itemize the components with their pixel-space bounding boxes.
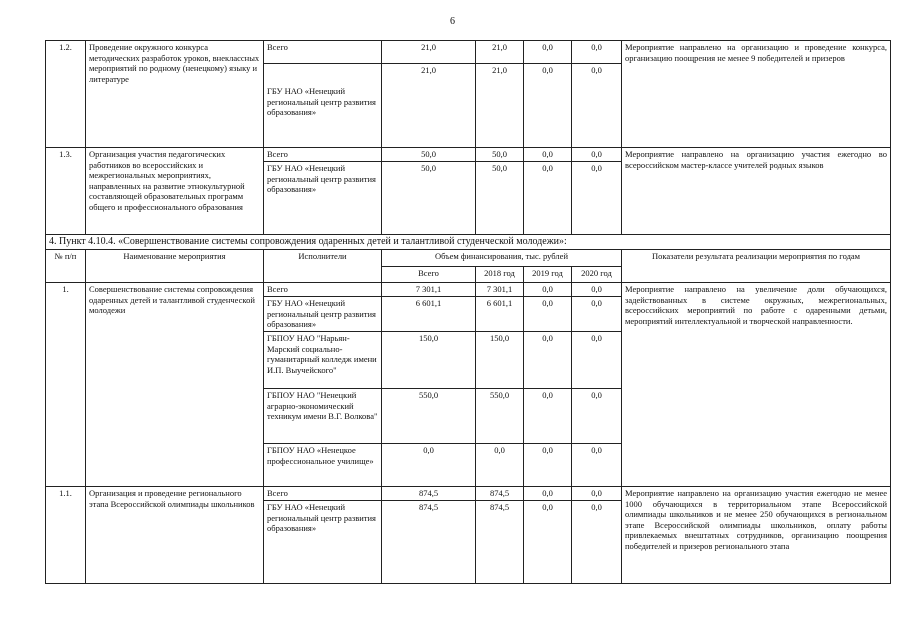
y2020-cell: 0,0: [572, 148, 622, 162]
y2020-cell: 0,0: [572, 41, 622, 64]
executor-cell: Всего: [264, 148, 382, 162]
y2019-cell: 0,0: [524, 501, 572, 584]
table-row: [46, 283, 891, 297]
y2020-cell: 0,0: [572, 389, 622, 444]
y2018-cell: 150,0: [476, 332, 524, 389]
row-number: 1.: [46, 283, 86, 487]
total-cell: 6 601,1: [382, 297, 476, 332]
executor-cell: ГБУ НАО «Ненецкий региональный центр развития образования»: [264, 162, 382, 235]
activity-name: Проведение окружного конкурса методических разработок уроков, внеклассных мероприятий по родному (ненецкому) языку и литературе: [86, 41, 264, 148]
y2020-cell: 0,0: [572, 297, 622, 332]
header-num: № п/п: [46, 250, 86, 283]
y2019-cell: 0,0: [524, 283, 572, 297]
y2018-cell: 21,0: [476, 41, 524, 64]
row-number: 1.2.: [46, 41, 86, 148]
header-name: Наименование мероприятия: [86, 250, 264, 283]
y2018-cell: 6 601,1: [476, 297, 524, 332]
y2019-cell: 0,0: [524, 444, 572, 487]
y2020-cell: 0,0: [572, 501, 622, 584]
y2019-cell: 0,0: [524, 41, 572, 64]
header-y2019: 2019 год: [524, 266, 572, 283]
executor-cell: ГБПОУ НАО "Ненецкий аграрно-экономический техникум имени В.Г. Волкова": [264, 389, 382, 444]
y2018-cell: 0,0: [476, 444, 524, 487]
header-total: Всего: [382, 266, 476, 283]
header-result: Показатели результата реализации мероприятия по годам: [622, 250, 891, 283]
y2019-cell: 0,0: [524, 297, 572, 332]
y2019-cell: 0,0: [524, 389, 572, 444]
total-cell: 50,0: [382, 162, 476, 235]
table-row: [46, 487, 891, 501]
result-cell: Мероприятие направлено на организацию участия ежегодно не менее 1000 обучающихся в территориальном этапе Всероссийской олимпиады школьников и не менее 250 обучающихся в региональном этапе Всероссийской олимпиады школьников, оплату работы привлекаемых внештатных сотрудников, организацию поощрения победителей и призеров регионального этапа: [622, 487, 891, 584]
y2018-cell: 874,5: [476, 487, 524, 501]
executor-cell: ГБПОУ НАО "Нарьян-Марский социально-гуманитарный колледж имени И.П. Выучейского": [264, 332, 382, 389]
total-cell: 21,0: [382, 64, 476, 148]
y2020-cell: 0,0: [572, 444, 622, 487]
row-number: 1.3.: [46, 148, 86, 235]
executor-cell: ГБПОУ НАО «Ненецкое профессиональное училище»: [264, 444, 382, 487]
y2018-cell: 550,0: [476, 389, 524, 444]
y2018-cell: 21,0: [476, 64, 524, 148]
y2019-cell: 0,0: [524, 148, 572, 162]
total-cell: 7 301,1: [382, 283, 476, 297]
total-cell: 150,0: [382, 332, 476, 389]
y2020-cell: 0,0: [572, 64, 622, 148]
table-row: [46, 148, 891, 162]
y2018-cell: 50,0: [476, 162, 524, 235]
program-table: [45, 40, 891, 584]
header-finance: Объем финансирования, тыс. рублей: [382, 250, 622, 267]
table-row: [46, 41, 891, 64]
header-y2018: 2018 год: [476, 266, 524, 283]
section-row: [46, 235, 891, 250]
activity-name: Организация участия педагогических работников во всероссийских и межрегиональных мероприятиях, направленных на развитие этнокультурной составляющей образовательных программ общего и профессионального образования: [86, 148, 264, 235]
y2018-cell: 50,0: [476, 148, 524, 162]
y2019-cell: 0,0: [524, 162, 572, 235]
executor-cell: ГБУ НАО «Ненецкий региональный центр развития образования»: [264, 64, 382, 148]
y2019-cell: 0,0: [524, 487, 572, 501]
section-title: 4. Пункт 4.10.4. «Совершенствование системы сопровождения одаренных детей и талантливой студенческой молодежи»:: [46, 235, 891, 250]
y2018-cell: 874,5: [476, 501, 524, 584]
y2020-cell: 0,0: [572, 283, 622, 297]
y2020-cell: 0,0: [572, 162, 622, 235]
row-number: 1.1.: [46, 487, 86, 584]
page-number: 6: [450, 16, 455, 27]
y2020-cell: 0,0: [572, 487, 622, 501]
executor-cell: Всего: [264, 41, 382, 64]
header-y2020: 2020 год: [572, 266, 622, 283]
header-executor: Исполнители: [264, 250, 382, 283]
result-cell: Мероприятие направлено на организацию и проведение конкурса, организацию поощрения не менее 9 победителей и призеров: [622, 41, 891, 148]
total-cell: 874,5: [382, 501, 476, 584]
executor-cell: ГБУ НАО «Ненецкий региональный центр развития образования»: [264, 297, 382, 332]
result-cell: Мероприятие направлено на увеличение доли обучающихся, задействованных в системе окружных, межрегиональных, всероссийских мероприятий по работе с одаренными детьми, мероприятий интеллектуальной и творческой направленности.: [622, 283, 891, 487]
executor-cell: Всего: [264, 487, 382, 501]
total-cell: 874,5: [382, 487, 476, 501]
y2019-cell: 0,0: [524, 332, 572, 389]
y2019-cell: 0,0: [524, 64, 572, 148]
activity-name: Совершенствование системы сопровождения одаренных детей и талантливой студенческой молодежи: [86, 283, 264, 487]
total-cell: 550,0: [382, 389, 476, 444]
result-cell: Мероприятие направлено на организацию участия ежегодно во всероссийском мастер-классе учителей родных языков: [622, 148, 891, 235]
activity-name: Организация и проведение регионального этапа Всероссийской олимпиады школьников: [86, 487, 264, 584]
executor-cell: ГБУ НАО «Ненецкий региональный центр развития образования»: [264, 501, 382, 584]
total-cell: 50,0: [382, 148, 476, 162]
total-cell: 0,0: [382, 444, 476, 487]
y2018-cell: 7 301,1: [476, 283, 524, 297]
y2020-cell: 0,0: [572, 332, 622, 389]
total-cell: 21,0: [382, 41, 476, 64]
executor-cell: Всего: [264, 283, 382, 297]
header-row: [46, 250, 891, 267]
